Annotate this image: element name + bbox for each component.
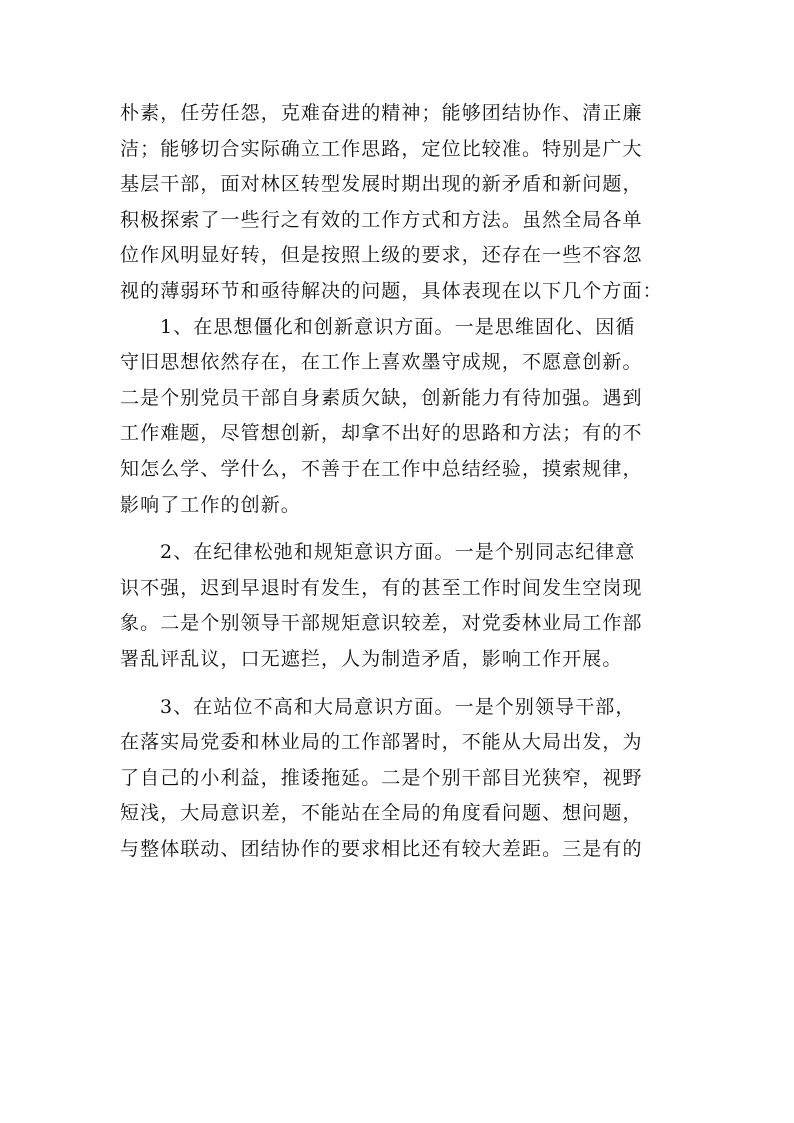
- paragraph-3-overall: [120, 690, 690, 868]
- paragraph-1-innovation: [120, 310, 690, 524]
- text-line: 2、在纪律松弛和规矩意识方面。一是个别同志纪律意: [160, 541, 636, 564]
- text-line: 洁；能够切合实际确立工作思路，定位比较准。特别是广大: [120, 137, 643, 160]
- text-line: 3、在站位不高和大局意识方面。一是个别领导干部，: [160, 695, 636, 718]
- paragraph-intro: [120, 96, 690, 310]
- text-line: 基层干部，面对林区转型发展时期出现的新矛盾和新问题，: [120, 173, 643, 196]
- paragraph-2-discipline: [120, 535, 690, 677]
- text-line: 朴素，任劳任怨，克难奋进的精神；能够团结协作、清正廉: [120, 102, 643, 124]
- text-line: 二是个别党员干部自身素质欠缺，创新能力有待加强。遇到: [120, 386, 643, 409]
- text-line: 与整体联动、团结协作的要求相比还有较大差距。三是有的: [120, 837, 643, 860]
- text-line: 影响了工作的创新。: [120, 493, 301, 516]
- text-line: 在落实局党委和林业局的工作部署时，不能从大局出发，为: [120, 731, 643, 754]
- text-line: 视的薄弱环节和亟待解决的问题，具体表现在以下几个方面：: [120, 279, 663, 302]
- text-line: 识不强，迟到早退时有发生，有的甚至工作时间发生空岗现: [120, 576, 643, 599]
- text-line: 署乱评乱议，口无遮拦，人为制造矛盾，影响工作开展。: [120, 647, 623, 670]
- document-page: [120, 96, 690, 867]
- text-line: 守旧思想依然存在，在工作上喜欢墨守成规，不愿意创新。: [120, 351, 643, 374]
- text-line: 位作风明显好转，但是按照上级的要求，还存在一些不容忽: [120, 244, 643, 267]
- text-line: 象。二是个别领导干部规矩意识较差，对党委林业局工作部: [120, 612, 643, 635]
- text-line: 短浅，大局意识差，不能站在全局的角度看问题、想问题，: [120, 802, 643, 825]
- text-line: 1、在思想僵化和创新意识方面。一是思维固化、因循: [160, 315, 636, 338]
- text-line: 了自己的小利益，推诿拖延。二是个别干部目光狭窄，视野: [120, 766, 643, 789]
- text-line: 知怎么学、学什么，不善于在工作中总结经验，摸索规律，: [120, 457, 643, 480]
- text-line: 积极探索了一些行之有效的工作方式和方法。虽然全局各单: [120, 208, 643, 231]
- text-line: 工作难题，尽管想创新，却拿不出好的思路和方法；有的不: [120, 422, 643, 445]
